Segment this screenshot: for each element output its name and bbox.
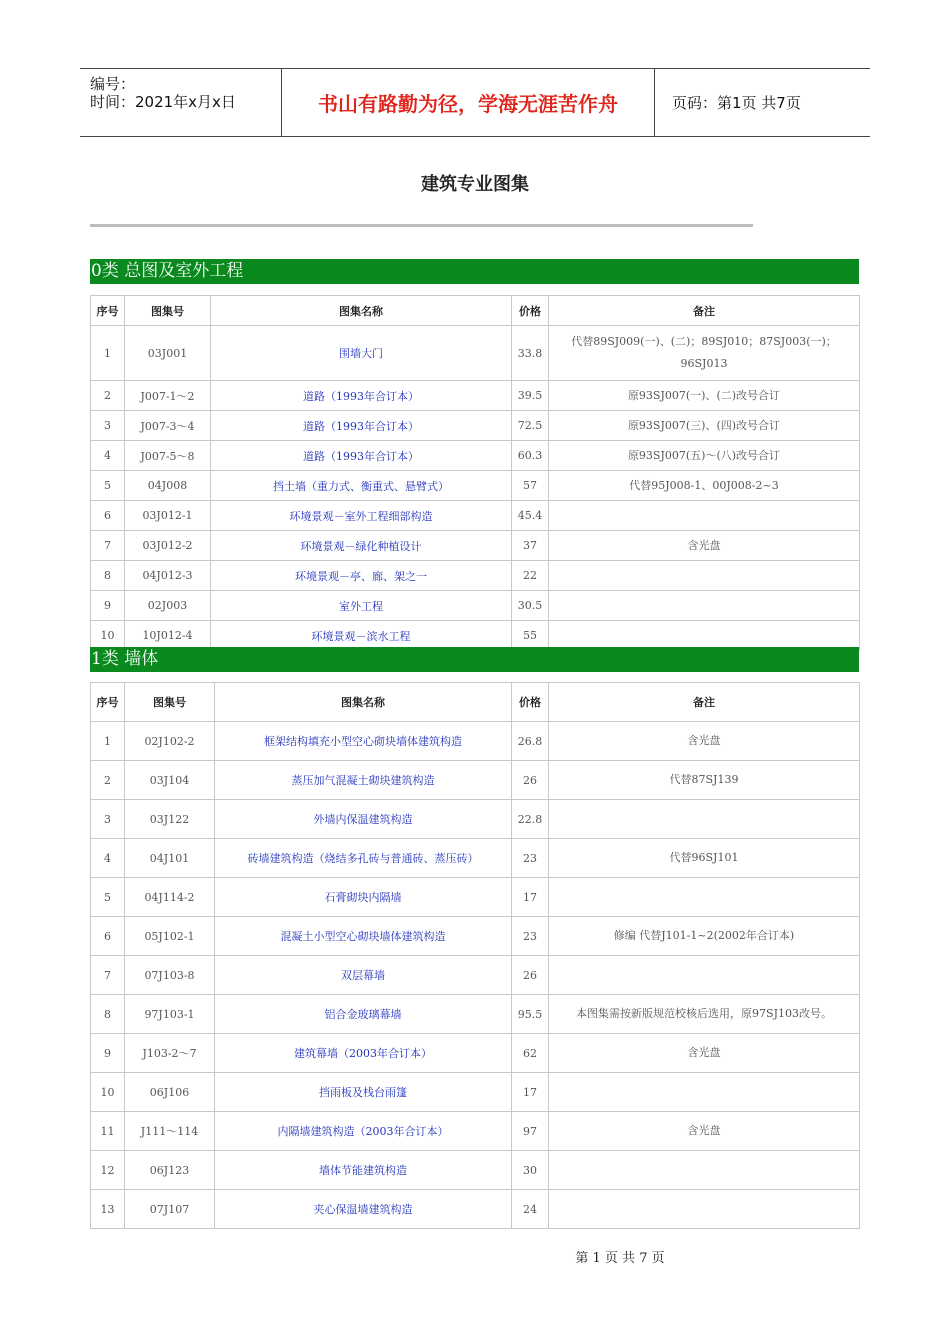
time-label: 时间：2021年x月x日 <box>90 93 236 111</box>
cell-no: 2 <box>91 761 125 800</box>
table-row <box>91 1190 860 1229</box>
table-row <box>91 441 860 471</box>
cell-name[interactable]: 墙体节能建筑构造 <box>215 1151 512 1190</box>
section-band-0: 0类 总图及室外工程 <box>90 259 859 284</box>
cell-price: 72.5 <box>512 411 549 441</box>
cell-price: 23 <box>512 839 549 878</box>
table-row <box>91 1151 860 1190</box>
cell-no: 1 <box>91 326 125 381</box>
cell-name[interactable]: 道路（1993年合订本） <box>211 441 512 471</box>
table-row <box>91 995 860 1034</box>
cell-name[interactable]: 外墙内保温建筑构造 <box>215 800 512 839</box>
cell-note <box>549 800 860 839</box>
cell-no: 11 <box>91 1112 125 1151</box>
header-price: 价格 <box>512 296 549 326</box>
cell-price: 33.8 <box>512 326 549 381</box>
cell-note: 代替87SJ139 <box>549 761 860 800</box>
cell-name[interactable]: 双层幕墙 <box>215 956 512 995</box>
cell-name[interactable]: 围墙大门 <box>211 326 512 381</box>
catalog-table-1 <box>90 682 860 1229</box>
cell-no: 7 <box>91 956 125 995</box>
table-row <box>91 722 860 761</box>
cell-code: J111～114 <box>125 1112 215 1151</box>
cell-name[interactable]: 砖墙建筑构造（烧结多孔砖与普通砖、蒸压砖） <box>215 839 512 878</box>
cell-name[interactable]: 夹心保温墙建筑构造 <box>215 1190 512 1229</box>
cell-code: 04J114-2 <box>125 878 215 917</box>
cell-price: 62 <box>512 1034 549 1073</box>
cell-no: 5 <box>91 471 125 501</box>
cell-name[interactable]: 道路（1993年合订本） <box>211 411 512 441</box>
cell-no: 7 <box>91 531 125 561</box>
cell-name[interactable]: 环境景观－绿化种植设计 <box>211 531 512 561</box>
cell-no: 13 <box>91 1190 125 1229</box>
table-row <box>91 917 860 956</box>
cell-note <box>549 1073 860 1112</box>
cell-note <box>549 621 860 651</box>
cell-note: 代替96SJ101 <box>549 839 860 878</box>
cell-name[interactable]: 挡土墙（重力式、衡重式、悬臂式） <box>211 471 512 501</box>
cell-no: 8 <box>91 561 125 591</box>
cell-no: 5 <box>91 878 125 917</box>
cell-no: 1 <box>91 722 125 761</box>
table-row <box>91 381 860 411</box>
cell-no: 10 <box>91 621 125 651</box>
id-label: 编号： <box>90 75 136 93</box>
header-no: 序号 <box>91 683 125 722</box>
table-row <box>91 761 860 800</box>
cell-note: 原93SJ007(三)、(四)改号合订 <box>549 411 860 441</box>
cell-code: 04J012-3 <box>125 561 211 591</box>
cell-code: 03J012-1 <box>125 501 211 531</box>
table-header-row <box>91 296 860 326</box>
header-code: 图集号 <box>125 296 211 326</box>
cell-note: 含光盘 <box>549 1034 860 1073</box>
table-row <box>91 800 860 839</box>
cell-code: 03J001 <box>125 326 211 381</box>
title-divider <box>90 224 753 227</box>
cell-name[interactable]: 石膏砌块内隔墙 <box>215 878 512 917</box>
cell-name[interactable]: 环境景观－亭、廊、架之一 <box>211 561 512 591</box>
header-code: 图集号 <box>125 683 215 722</box>
cell-code: 97J103-1 <box>125 995 215 1034</box>
table-row <box>91 621 860 651</box>
table-row <box>91 1073 860 1112</box>
table-row <box>91 561 860 591</box>
cell-no: 4 <box>91 441 125 471</box>
cell-name[interactable]: 铝合金玻璃幕墙 <box>215 995 512 1034</box>
page-footer: 第 1 页 共 7 页 <box>575 1251 665 1266</box>
cell-code: J103-2～7 <box>125 1034 215 1073</box>
header-note: 备注 <box>549 683 860 722</box>
cell-name[interactable]: 建筑幕墙（2003年合订本） <box>215 1034 512 1073</box>
table-row <box>91 1112 860 1151</box>
table-row <box>91 326 860 381</box>
cell-code: 02J003 <box>125 591 211 621</box>
cell-price: 26 <box>512 761 549 800</box>
cell-note: 含光盘 <box>549 722 860 761</box>
cell-note: 代替95J008-1、00J008-2~3 <box>549 471 860 501</box>
cell-code: J007-5～8 <box>125 441 211 471</box>
cell-code: 07J107 <box>125 1190 215 1229</box>
cell-no: 3 <box>91 800 125 839</box>
header-price: 价格 <box>512 683 549 722</box>
cell-price: 57 <box>512 471 549 501</box>
cell-code: 06J123 <box>125 1151 215 1190</box>
cell-price: 17 <box>512 1073 549 1112</box>
header-page-label <box>664 69 870 136</box>
cell-name[interactable]: 蒸压加气混凝土砌块建筑构造 <box>215 761 512 800</box>
page-indicator: 页码：第1页 共7页 <box>672 94 801 112</box>
cell-note <box>549 501 860 531</box>
header-note: 备注 <box>549 296 860 326</box>
cell-code: 10J012-4 <box>125 621 211 651</box>
table-row <box>91 1034 860 1073</box>
header-meta <box>80 69 282 136</box>
cell-price: 95.5 <box>512 995 549 1034</box>
cell-code: 06J106 <box>125 1073 215 1112</box>
cell-note: 修编 代替J101-1~2(2002年合订本) <box>549 917 860 956</box>
header-name: 图集名称 <box>211 296 512 326</box>
cell-code: 05J102-1 <box>125 917 215 956</box>
cell-price: 45.4 <box>512 501 549 531</box>
cell-name[interactable]: 环境景观－室外工程细部构造 <box>211 501 512 531</box>
cell-price: 26.8 <box>512 722 549 761</box>
table-row <box>91 501 860 531</box>
cell-code: 04J101 <box>125 839 215 878</box>
cell-no: 4 <box>91 839 125 878</box>
cell-price: 55 <box>512 621 549 651</box>
cell-note: 含光盘 <box>549 1112 860 1151</box>
table-row <box>91 591 860 621</box>
cell-price: 39.5 <box>512 381 549 411</box>
cell-no: 9 <box>91 591 125 621</box>
header-name: 图集名称 <box>215 683 512 722</box>
cell-price: 24 <box>512 1190 549 1229</box>
section-band-1: 1类 墙体 <box>90 647 859 672</box>
cell-note <box>549 1151 860 1190</box>
table-header-row <box>91 683 860 722</box>
cell-price: 97 <box>512 1112 549 1151</box>
cell-code: 02J102-2 <box>125 722 215 761</box>
cell-price: 22 <box>512 561 549 591</box>
table-row <box>91 839 860 878</box>
cell-no: 8 <box>91 995 125 1034</box>
cell-note: 本图集需按新版规范校核后选用，原97SJ103改号。 <box>549 995 860 1034</box>
cell-price: 26 <box>512 956 549 995</box>
cell-note <box>549 956 860 995</box>
table-row <box>91 878 860 917</box>
cell-note <box>549 878 860 917</box>
cell-no: 9 <box>91 1034 125 1073</box>
cell-no: 10 <box>91 1073 125 1112</box>
catalog-table-0 <box>90 295 860 651</box>
cell-code: 07J103-8 <box>125 956 215 995</box>
cell-name[interactable]: 环境景观－滨水工程 <box>211 621 512 651</box>
cell-code: J007-1～2 <box>125 381 211 411</box>
cell-note <box>549 1190 860 1229</box>
cell-code: 03J104 <box>125 761 215 800</box>
table-row <box>91 411 860 441</box>
cell-note: 含光盘 <box>549 531 860 561</box>
cell-code: J007-3～4 <box>125 411 211 441</box>
cell-note <box>549 591 860 621</box>
page-header <box>80 68 870 137</box>
cell-price: 60.3 <box>512 441 549 471</box>
header-no: 序号 <box>91 296 125 326</box>
cell-name[interactable]: 混凝土小型空心砌块墙体建筑构造 <box>215 917 512 956</box>
table-row <box>91 471 860 501</box>
cell-code: 04J008 <box>125 471 211 501</box>
cell-note <box>549 561 860 591</box>
cell-name[interactable]: 道路（1993年合订本） <box>211 381 512 411</box>
table-row <box>91 531 860 561</box>
header-motto: 书山有路勤为径，学海无涯苦作舟 <box>282 69 655 136</box>
cell-price: 22.8 <box>512 800 549 839</box>
cell-price: 23 <box>512 917 549 956</box>
cell-name[interactable]: 室外工程 <box>211 591 512 621</box>
cell-note: 代替89SJ009(一)、(二)；89SJ010；87SJ003(一)；96SJ013 <box>549 326 860 381</box>
cell-code: 03J122 <box>125 800 215 839</box>
table-row <box>91 956 860 995</box>
cell-no: 6 <box>91 501 125 531</box>
cell-no: 2 <box>91 381 125 411</box>
cell-no: 3 <box>91 411 125 441</box>
cell-price: 30 <box>512 1151 549 1190</box>
cell-price: 30.5 <box>512 591 549 621</box>
cell-name[interactable]: 框架结构填充小型空心砌块墙体建筑构造 <box>215 722 512 761</box>
cell-note: 原93SJ007(一)、(二)改号合订 <box>549 381 860 411</box>
cell-price: 37 <box>512 531 549 561</box>
cell-no: 6 <box>91 917 125 956</box>
cell-no: 12 <box>91 1151 125 1190</box>
cell-note: 原93SJ007(五)～(八)改号合订 <box>549 441 860 471</box>
document-title: 建筑专业图集 <box>421 174 529 195</box>
cell-name[interactable]: 内隔墙建筑构造（2003年合订本） <box>215 1112 512 1151</box>
cell-name[interactable]: 挡雨板及栈台雨篷 <box>215 1073 512 1112</box>
cell-price: 17 <box>512 878 549 917</box>
cell-code: 03J012-2 <box>125 531 211 561</box>
